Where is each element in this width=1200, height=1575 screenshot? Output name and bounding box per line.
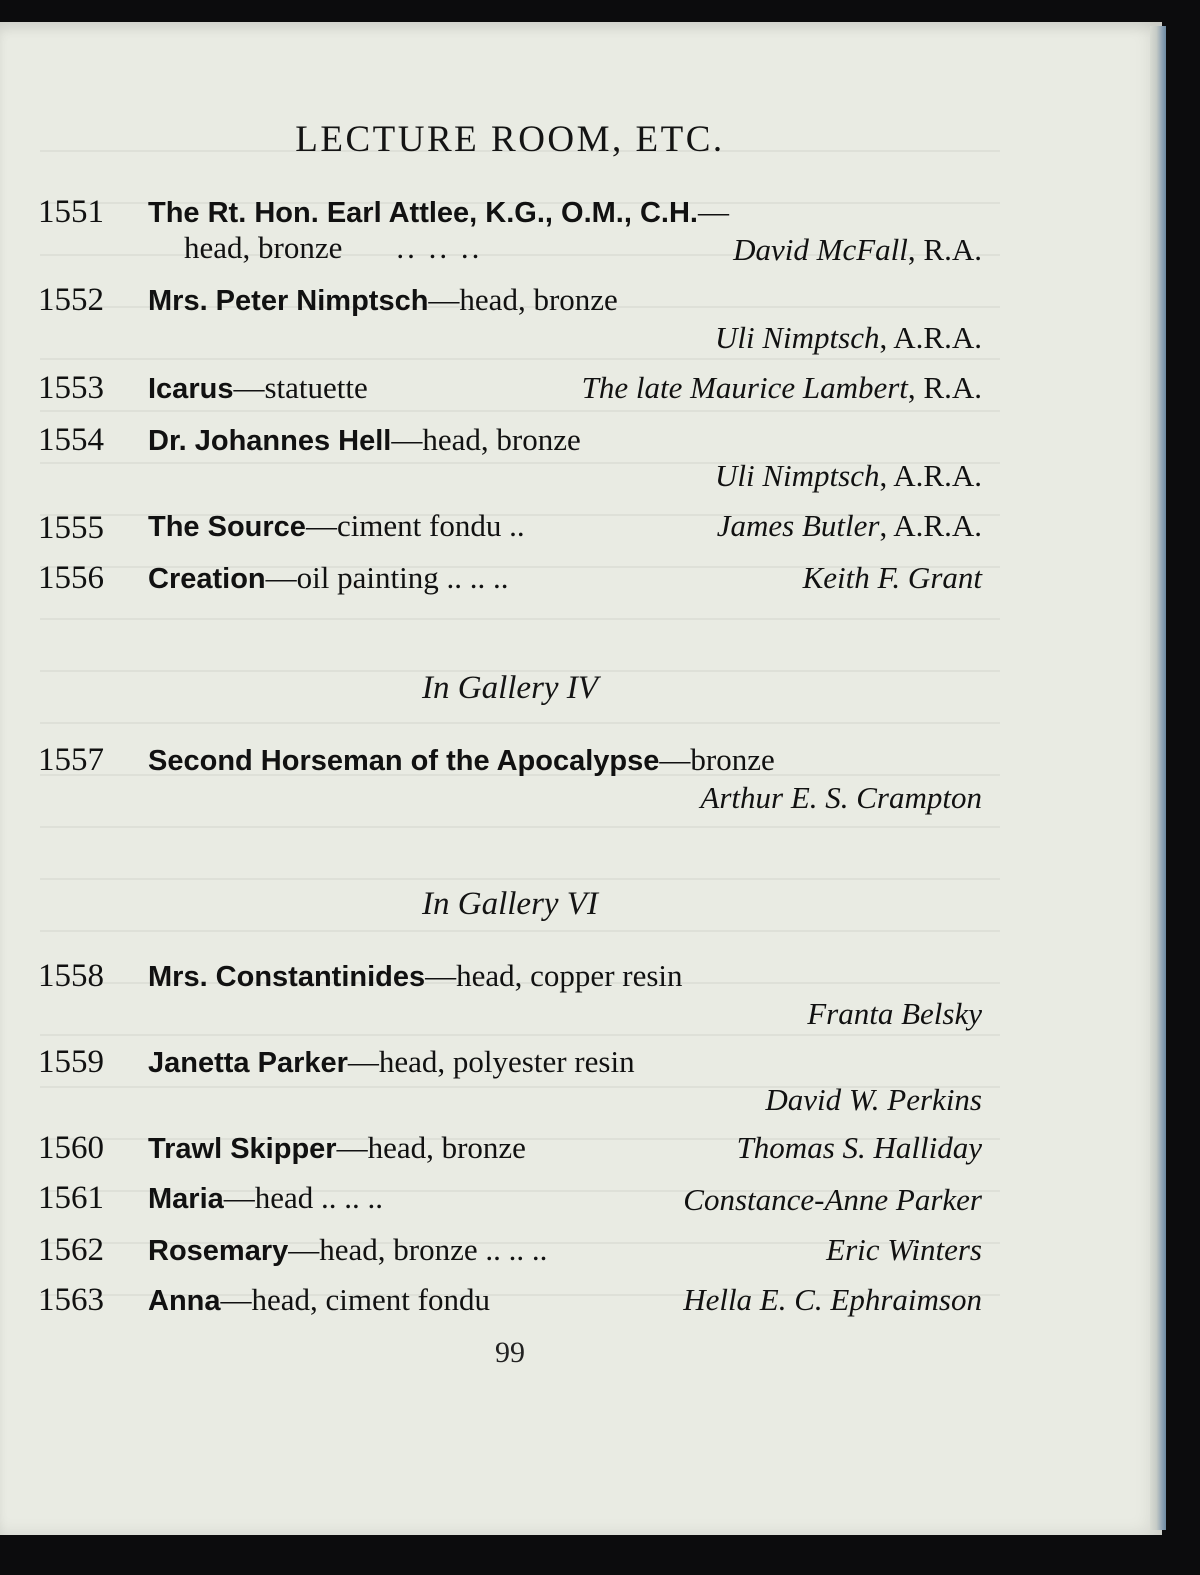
- entry-title: Creation: [148, 563, 266, 595]
- entry-title-line: [148, 194, 729, 230]
- entry-title-line: [148, 1282, 490, 1318]
- gallery-heading: In Gallery VI: [422, 886, 598, 922]
- artist-name: Arthur E. S. Crampton: [700, 780, 982, 815]
- entry-desc: —head, bronze: [428, 282, 618, 317]
- entry-title: Maria: [148, 1183, 224, 1215]
- entry-artist-line: [803, 560, 982, 596]
- artist-name: Franta Belsky: [807, 996, 982, 1031]
- entry-artist-line: [826, 1232, 982, 1268]
- entry-title-line: [148, 560, 508, 596]
- artist-suffix: , A.R.A.: [879, 458, 982, 493]
- gallery-heading: In Gallery IV: [422, 670, 598, 706]
- entry-title: The Source: [148, 511, 306, 543]
- entry-number: 1551: [38, 194, 104, 230]
- entry-desc: —ciment fondu ..: [305, 508, 525, 543]
- artist-suffix: , R.A.: [907, 370, 982, 405]
- artist-name: David McFall: [733, 232, 908, 267]
- entry-artist-line: [765, 1082, 982, 1118]
- entry-title: The Rt. Hon. Earl Attlee, K.G., O.M., C.H.: [148, 197, 698, 229]
- artist-suffix: , R.A.: [907, 232, 982, 267]
- entry-desc: —head, ciment fondu: [220, 1282, 490, 1317]
- entry-artist-line: [717, 508, 982, 544]
- entry-number: 1553: [38, 370, 104, 406]
- entry-title: Mrs. Constantinides: [148, 961, 426, 993]
- entry-title: Second Horseman of the Apocalypse: [148, 745, 660, 777]
- entry-title-line: [148, 1044, 635, 1080]
- entry-number: 1558: [38, 958, 104, 994]
- artist-name: Thomas S. Halliday: [736, 1130, 982, 1165]
- entry-number: 1559: [38, 1044, 104, 1080]
- artist-name: James Butler: [716, 508, 880, 543]
- entry-title-line: [148, 742, 775, 778]
- entry-desc-continued: head, bronze: [184, 230, 343, 265]
- entry-artist-line: [733, 232, 982, 268]
- entry-title-line: [148, 958, 683, 994]
- artist-name: The late Maurice Lambert: [581, 370, 908, 405]
- entry-title: Icarus: [148, 373, 234, 405]
- entry-number: 1555: [38, 510, 104, 546]
- entry-title-line: [148, 1130, 526, 1166]
- artist-name: Keith F. Grant: [802, 560, 982, 595]
- entry-title: Rosemary: [148, 1235, 289, 1267]
- entry-number: 1557: [38, 742, 104, 778]
- entry-artist-line: [715, 458, 982, 494]
- entry-desc: —oil painting .. .. ..: [265, 560, 509, 595]
- page-header: LECTURE ROOM, ETC.: [295, 119, 725, 160]
- entry-title-line: [148, 370, 368, 406]
- entry-artist-line: [582, 370, 982, 406]
- entry-title: Janetta Parker: [148, 1047, 348, 1079]
- entry-desc: —head, bronze .. .. ..: [288, 1232, 548, 1267]
- entry-artist-line: [683, 1282, 982, 1318]
- entry-desc: —: [697, 194, 729, 229]
- entry-desc-line: [184, 230, 482, 266]
- entry-number: 1563: [38, 1282, 104, 1318]
- entry-number: 1552: [38, 282, 104, 318]
- entry-artist-line: [737, 1130, 982, 1166]
- artist-name: Uli Nimptsch: [715, 320, 880, 355]
- artist-name: Eric Winters: [826, 1232, 982, 1267]
- entry-artist-line: [700, 780, 982, 816]
- entry-number: 1562: [38, 1232, 104, 1268]
- artist-name: Constance-Anne Parker: [683, 1182, 982, 1217]
- entry-title: Trawl Skipper: [148, 1133, 337, 1165]
- artist-name: Hella E. C. Ephraimson: [683, 1282, 982, 1317]
- entry-desc: —head, polyester resin: [347, 1044, 635, 1079]
- entry-desc: —bronze: [659, 742, 775, 777]
- entry-artist-line: [683, 1182, 982, 1218]
- entry-title: Anna: [148, 1285, 221, 1317]
- entry-desc: —head .. .. ..: [223, 1180, 384, 1215]
- entry-number: 1554: [38, 422, 104, 458]
- entry-title: Mrs. Peter Nimptsch: [148, 285, 429, 317]
- entry-title: Dr. Johannes Hell: [148, 425, 392, 457]
- entry-artist-line: [807, 996, 982, 1032]
- leader-dots: .. .. ..: [396, 230, 483, 265]
- entry-artist-line: [715, 320, 982, 356]
- artist-name: David W. Perkins: [765, 1082, 982, 1117]
- entry-desc: —statuette: [233, 370, 368, 405]
- entry-title-line: [148, 422, 581, 458]
- page-number: 99: [495, 1336, 525, 1369]
- entry-desc: —head, bronze: [391, 422, 581, 457]
- entry-desc: —head, bronze: [336, 1130, 526, 1165]
- entry-desc: —head, copper resin: [425, 958, 683, 993]
- entry-number: 1560: [38, 1130, 104, 1166]
- entry-title-line: [148, 282, 618, 318]
- page-edge: [1150, 26, 1166, 1530]
- artist-name: Uli Nimptsch: [715, 458, 880, 493]
- artist-suffix: , A.R.A.: [879, 320, 982, 355]
- entry-title-line: [148, 508, 525, 544]
- entry-title-line: [148, 1232, 547, 1268]
- entry-title-line: [148, 1180, 383, 1216]
- entry-number: 1561: [38, 1180, 104, 1216]
- entry-number: 1556: [38, 560, 104, 596]
- artist-suffix: , A.R.A.: [879, 508, 982, 543]
